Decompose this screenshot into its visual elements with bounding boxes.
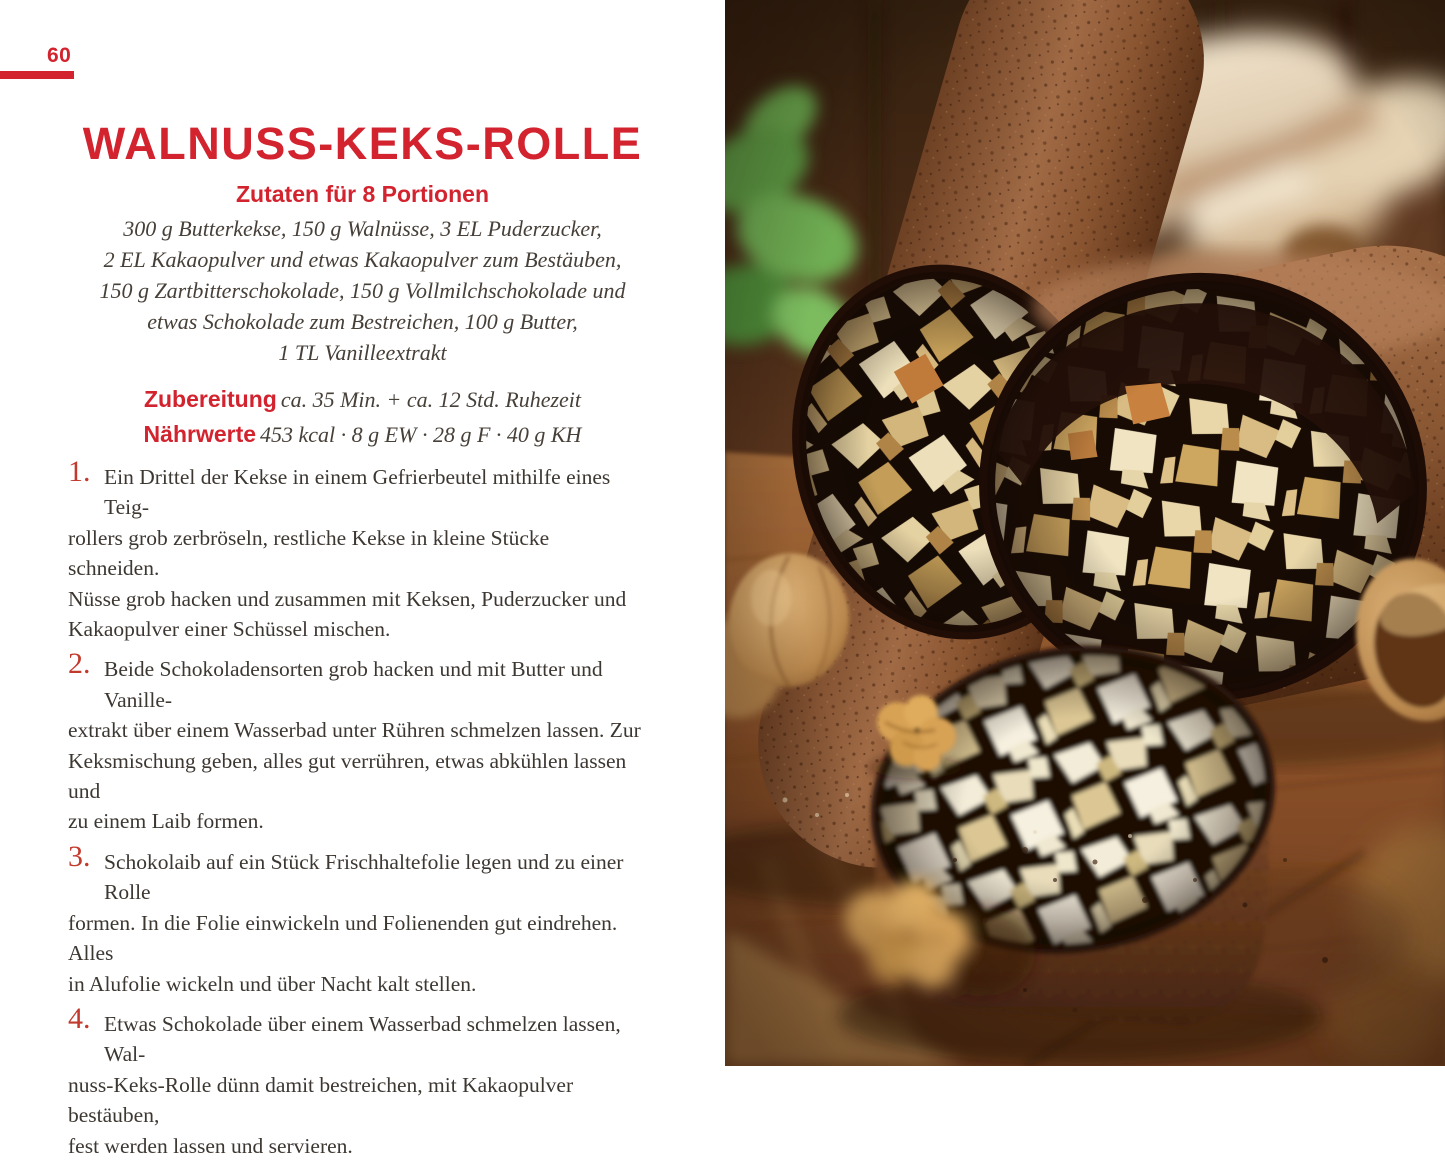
step-line: in Alufolie wickeln und über Nacht kalt stellen. (68, 971, 477, 996)
recipe-step (68, 647, 644, 836)
step-line: Ein Drittel der Kekse in einem Gefrierbeutel mithilfe eines Teig- (104, 465, 611, 520)
prep-label: Zubereitung (143, 386, 277, 412)
ingredient-line: 300 g Butterkekse, 150 g Walnüsse, 3 EL Puderzucker, (123, 216, 602, 241)
step-line: Beide Schokoladensorten grob hacken und mit Butter und Vanille- (104, 657, 603, 712)
step-number: 4. (68, 1001, 91, 1035)
step-line: Etwas Schokolade über einem Wasserbad schmelzen lassen, Wal- (104, 1011, 621, 1067)
vignette-overlay (725, 0, 1445, 1066)
nutrition-label: Nährwerte (143, 420, 257, 447)
ingredients-list (0, 213, 725, 368)
step-line: fest werden lassen und servieren. (68, 1133, 353, 1158)
prep-value: ca. 35 Min. + ca. 12 Std. Ruhezeit (280, 387, 582, 412)
ingredient-line: 1 TL Vanilleextrakt (278, 340, 447, 365)
step-line: Schokolaib auf ein Stück Frischhaltefolie legen und zu einer Rolle (104, 849, 624, 905)
ingredient-line: 2 EL Kakaopulver und etwas Kakaopulver zum Bestäuben, (103, 247, 622, 272)
recipe-step (68, 1001, 644, 1161)
ingredients-heading: Zutaten für 8 Portionen (236, 181, 489, 207)
step-line: rollers grob zerbröseln, restliche Kekse in kleine Stücke schneiden. (68, 525, 550, 581)
step-line: Nüsse grob hacken und zusammen mit Keksen, Puderzucker und (68, 586, 627, 611)
recipe-step (68, 455, 644, 644)
prep-line (0, 384, 725, 419)
page-number: 60 (47, 44, 72, 67)
recipe-step (68, 839, 644, 999)
nutrition-value: 453 kcal · 8 g EW · 28 g F · 40 g KH (260, 421, 582, 447)
nutrition-line (0, 419, 725, 454)
step-number: 3. (68, 839, 91, 873)
page-corner-bar (0, 71, 74, 79)
steps-list (68, 455, 644, 1171)
page-title: WALNUSS-KEKS-ROLLE (82, 118, 643, 170)
ingredient-line: 150 g Zartbitterschokolade, 150 g Vollmilchschokolade und (99, 278, 626, 303)
step-line: Keksmischung geben, alles gut verrühren, etwas abkühlen lassen und (68, 748, 627, 804)
recipe-meta (0, 384, 725, 453)
ingredient-line: etwas Schokolade zum Bestreichen, 100 g Butter, (147, 309, 578, 334)
step-line: nuss-Keks-Rolle dünn damit bestreichen, mit Kakaopulver bestäuben, (68, 1072, 574, 1128)
step-line: zu einem Laib formen. (68, 809, 264, 834)
recipe-page (0, 0, 725, 1158)
step-line: formen. In die Folie einwickeln und Folienenden gut eindrehen. Alles (68, 910, 618, 966)
step-line: extrakt über einem Wasserbad unter Rühren schmelzen lassen. Zur (68, 718, 641, 743)
step-line: Kakaopulver einer Schüssel mischen. (68, 617, 391, 642)
step-number: 1. (68, 455, 91, 488)
step-number: 2. (68, 647, 91, 681)
recipe-photo (725, 0, 1445, 1066)
